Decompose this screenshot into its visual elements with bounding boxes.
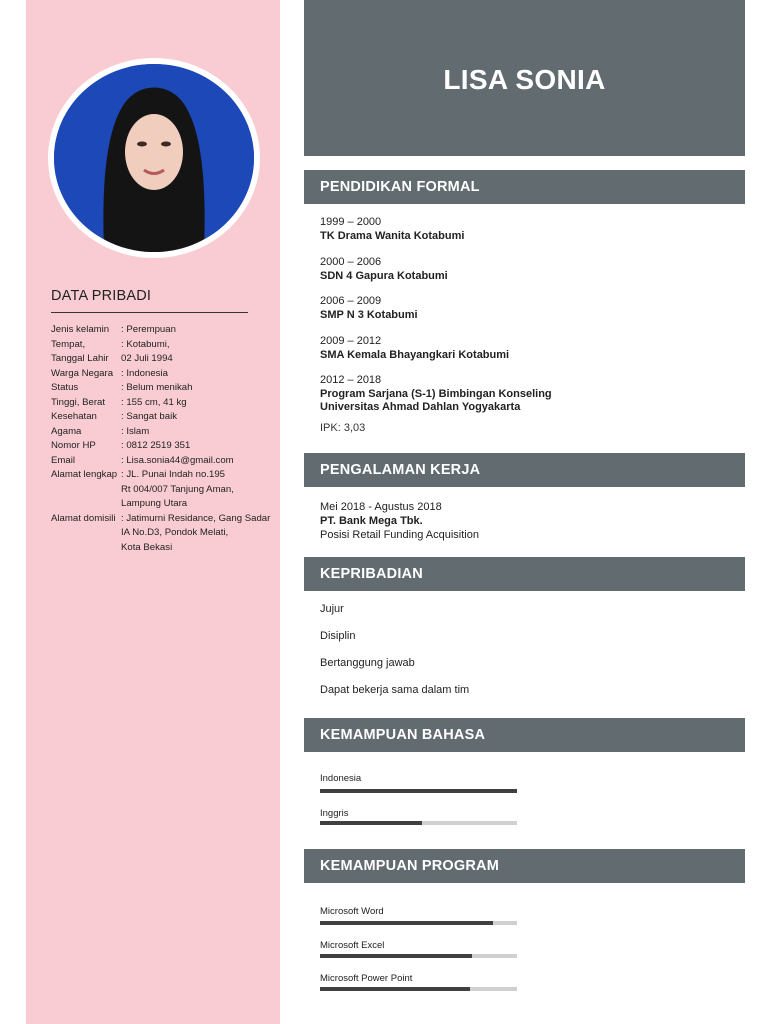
language-name: Indonesia: [320, 773, 362, 784]
field-label: Agama: [51, 425, 82, 437]
program-level-fill: [320, 921, 493, 925]
personal-row: [51, 512, 276, 556]
program-name: Microsoft Power Point: [320, 973, 413, 984]
education-item: [320, 295, 720, 322]
personal-row: [51, 338, 276, 353]
education-university: Universitas Ahmad Dahlan Yogyakarta: [320, 401, 521, 413]
education-item: [320, 256, 720, 283]
personal-row: [51, 323, 276, 338]
personal-row: [51, 439, 276, 454]
personal-row: [51, 396, 276, 411]
personal-row: [51, 425, 276, 440]
field-label: Alamat lengkap: [51, 469, 118, 480]
language-name: Inggris: [320, 808, 349, 819]
work-position: Posisi Retail Funding Acquisition: [320, 529, 479, 541]
personality-item: Bertanggung jawab: [320, 657, 415, 669]
work-item: [320, 500, 479, 542]
personality-section-title: KEPRIBADIAN: [304, 557, 745, 591]
field-label: Tinggi, Berat: [51, 396, 106, 408]
education-item: [320, 374, 720, 415]
education-years: 1999 – 2000: [320, 216, 382, 228]
field-value: : 155 cm, 41 kg: [121, 396, 187, 408]
language-level-fill: [320, 789, 517, 793]
field-value: : Indonesia: [121, 367, 168, 379]
field-value: : Sangat baik: [121, 411, 178, 422]
language-level-bar: [320, 821, 517, 825]
field-label: Nomor HP: [51, 440, 96, 451]
field-label: Warga Negara: [51, 367, 114, 379]
language-level-fill: [320, 821, 422, 825]
profile-photo-frame: [48, 58, 260, 258]
education-item: [320, 216, 720, 243]
program-name: Microsoft Excel: [320, 940, 385, 951]
education-years: 2009 – 2012: [320, 335, 382, 347]
personality-item: Jujur: [320, 603, 344, 615]
field-value: : Jatimurni Residance, Gang Sadar IA No.D3, Pondok Melati, Kota Bekasi: [121, 512, 271, 553]
language-level-bar: [320, 789, 517, 793]
personal-row: [51, 454, 276, 469]
field-value: : Kotabumi,: [121, 338, 170, 350]
work-period: Mei 2018 - Agustus 2018: [320, 501, 442, 513]
field-label: Email: [51, 454, 75, 466]
program-level-bar: [320, 921, 517, 925]
personal-data-list: [51, 323, 276, 555]
education-school: SMA Kemala Bhayangkari Kotabumi: [320, 348, 510, 361]
field-value: : Perempuan: [121, 324, 176, 335]
name-header: [304, 0, 745, 156]
education-school: SDN 4 Gapura Kotabumi: [320, 269, 448, 282]
field-value: : Islam: [121, 425, 150, 437]
field-label: Tanggal Lahir: [51, 353, 109, 364]
field-value: : Belum menikah: [121, 382, 193, 393]
education-school: Program Sarjana (S-1) Bimbingan Konseling: [320, 387, 552, 400]
field-label: Status: [51, 382, 79, 393]
personality-item: Disiplin: [320, 630, 356, 642]
personal-row: [51, 468, 276, 512]
field-label: Kesehatan: [51, 411, 97, 422]
language-section-title: KEMAMPUAN BAHASA: [304, 718, 745, 752]
personal-row: [51, 381, 276, 396]
profile-photo: [54, 64, 254, 252]
work-company: PT. Bank Mega Tbk.: [320, 515, 423, 527]
field-value: 02 Juli 1994: [121, 353, 173, 364]
personal-row: [51, 367, 276, 382]
full-name: LISA SONIA: [443, 64, 606, 95]
personality-item: Dapat bekerja sama dalam tim: [320, 684, 470, 696]
personal-row: [51, 410, 276, 425]
program-level-fill: [320, 954, 472, 958]
field-label: Tempat,: [51, 338, 86, 350]
field-value: : 0812 2519 351: [121, 440, 191, 451]
field-value: : JL. Punai Indah no.195 Rt 004/007 Tanjung Aman, Lampung Utara: [121, 469, 234, 509]
field-label: Alamat domisili: [51, 512, 116, 524]
education-school: SMP N 3 Kotabumi: [320, 308, 418, 321]
program-name: Microsoft Word: [320, 906, 384, 917]
program-level-bar: [320, 954, 517, 958]
education-years: 2006 – 2009: [320, 295, 382, 307]
personal-data-title: DATA PRIBADI: [51, 288, 152, 304]
program-level-bar: [320, 987, 517, 991]
field-label: Jenis kelamin: [51, 324, 110, 335]
education-years: 2012 – 2018: [320, 374, 382, 386]
divider: [51, 312, 248, 313]
education-gpa: IPK: 3,03: [320, 422, 366, 434]
sidebar: [26, 0, 280, 1024]
education-item: [320, 335, 720, 362]
program-section-title: KEMAMPUAN PROGRAM: [304, 849, 745, 883]
education-years: 2000 – 2006: [320, 256, 382, 268]
education-school: TK Drama Wanita Kotabumi: [320, 229, 465, 242]
work-section-title: PENGALAMAN KERJA: [304, 453, 745, 487]
personal-row: [51, 352, 276, 367]
education-section-title: PENDIDIKAN FORMAL: [304, 170, 745, 204]
email-value: : Lisa.sonia44@gmail.com: [121, 454, 234, 466]
program-level-fill: [320, 987, 470, 991]
